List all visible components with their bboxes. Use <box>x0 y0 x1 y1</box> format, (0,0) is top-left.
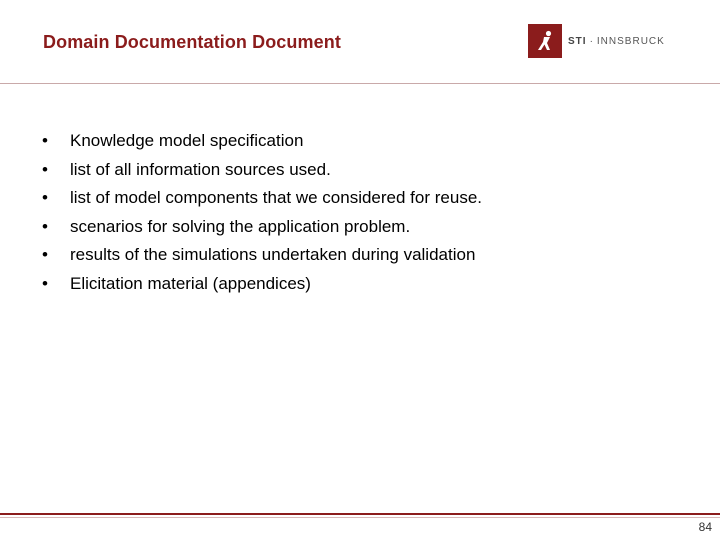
bullet-item <box>42 244 482 273</box>
bullet-text: results of the simulations undertaken during validation <box>70 245 476 264</box>
bullet-icon: • <box>42 273 48 293</box>
bullet-text: list of all information sources used. <box>70 159 331 179</box>
page-number: 84 <box>698 520 712 534</box>
bullet-icon: • <box>42 188 48 207</box>
bullet-item <box>42 187 482 216</box>
bullet-text: Elicitation material (appendices) <box>70 273 311 293</box>
bullet-text: scenarios for solving the application problem. <box>70 216 411 236</box>
bullet-icon: • <box>42 159 48 179</box>
slide-title: Domain Documentation Document <box>43 32 341 52</box>
logo-place: INNSBRUCK <box>596 35 665 47</box>
bullet-icon: • <box>42 131 48 150</box>
bullet-item <box>42 130 482 159</box>
bullet-icon: • <box>42 216 48 236</box>
bullet-item <box>42 159 482 188</box>
sti-innsbruck-logo <box>528 24 665 58</box>
bullet-text: list of model components that we considered for reuse. <box>70 188 482 207</box>
bullet-list <box>42 130 482 301</box>
logo-brand: STI <box>568 35 587 47</box>
sti-logo-icon <box>528 24 562 58</box>
header-divider <box>0 83 720 84</box>
bullet-item <box>42 216 482 245</box>
bullet-item <box>42 273 482 302</box>
bullet-text: Knowledge model specification <box>70 131 304 150</box>
footer-divider-thin <box>0 517 720 518</box>
bullet-icon: • <box>42 245 48 264</box>
logo-separator: · <box>589 35 594 47</box>
logo-wordmark <box>568 36 665 47</box>
footer-divider <box>0 513 720 515</box>
